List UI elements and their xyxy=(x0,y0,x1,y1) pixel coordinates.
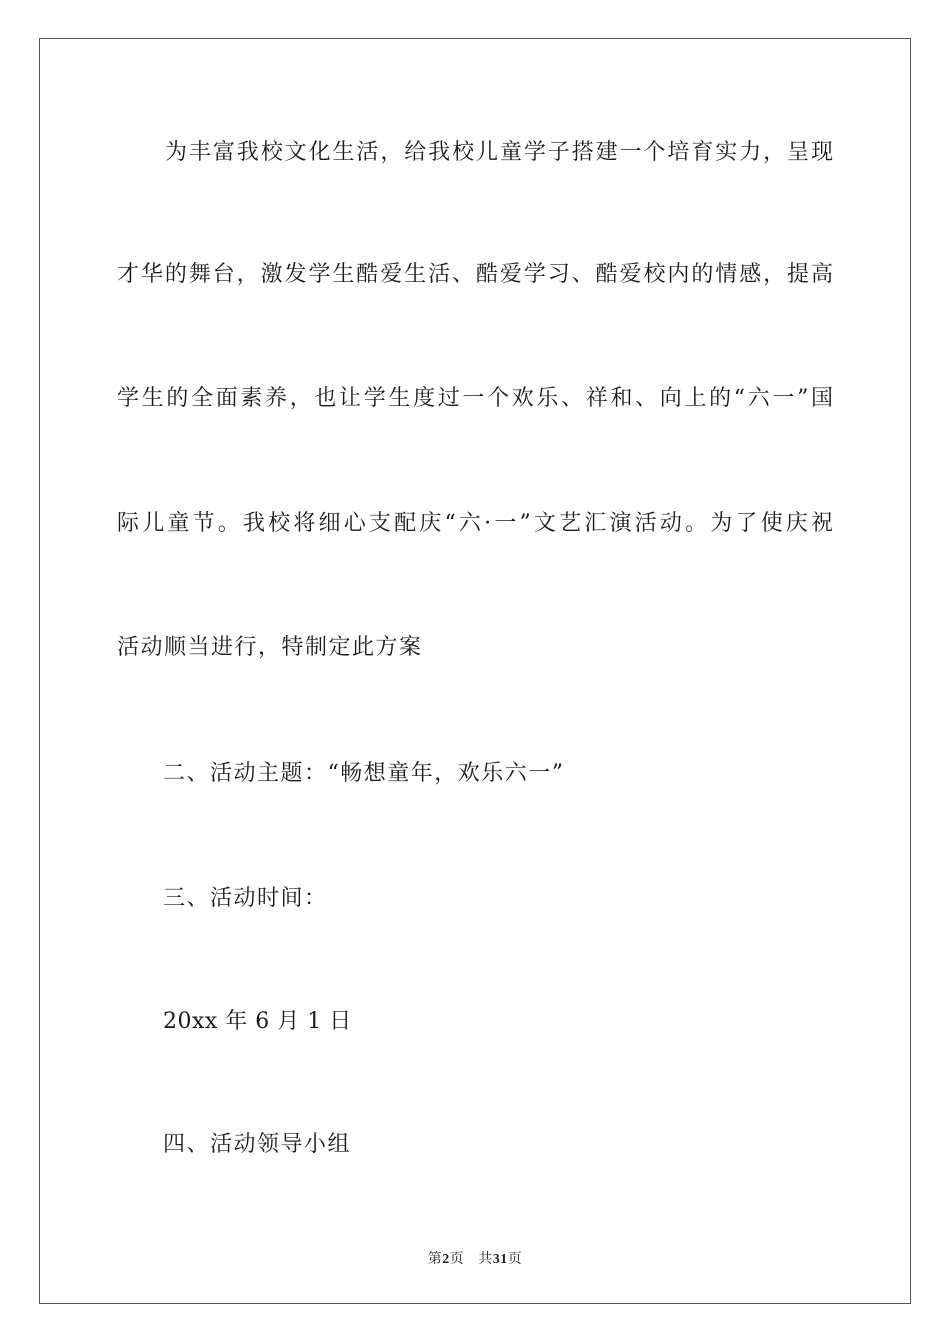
footer-total-prefix: 共 xyxy=(478,1252,493,1267)
page-border xyxy=(39,38,911,1304)
event-date: 20xx 年 6 月 1 日 xyxy=(163,1009,352,1034)
paragraph-line-5: 活动顺当进行，特制定此方案 xyxy=(117,635,423,660)
footer-page-prefix: 第 xyxy=(427,1252,443,1267)
page-footer xyxy=(0,1248,950,1268)
paragraph-line-4: 际儿童节。我校将细心支配庆“六·一”文艺汇演活动。为了使庆祝 xyxy=(117,511,833,536)
paragraph-line-3: 学生的全面素养，也让学生度过一个欢乐、祥和、向上的“六一”国 xyxy=(117,386,833,411)
footer-page-total: 31 xyxy=(492,1252,508,1267)
paragraph-line-1: 为丰富我校文化生活，给我校儿童学子搭建一个培育实力，呈现 xyxy=(165,140,833,165)
paragraph-line-2: 才华的舞台，激发学生酷爱生活、酷爱学习、酷爱校内的情感，提高 xyxy=(117,262,833,287)
footer-page-current: 2 xyxy=(442,1252,450,1267)
section-theme-heading: 二、活动主题：“畅想童年，欢乐六一” xyxy=(163,761,565,786)
footer-total-suffix: 页 xyxy=(507,1252,523,1267)
section-time-heading: 三、活动时间： xyxy=(163,886,328,911)
footer-page-suffix: 页 xyxy=(449,1252,465,1267)
section-leaders-heading: 四、活动领导小组 xyxy=(163,1132,352,1157)
